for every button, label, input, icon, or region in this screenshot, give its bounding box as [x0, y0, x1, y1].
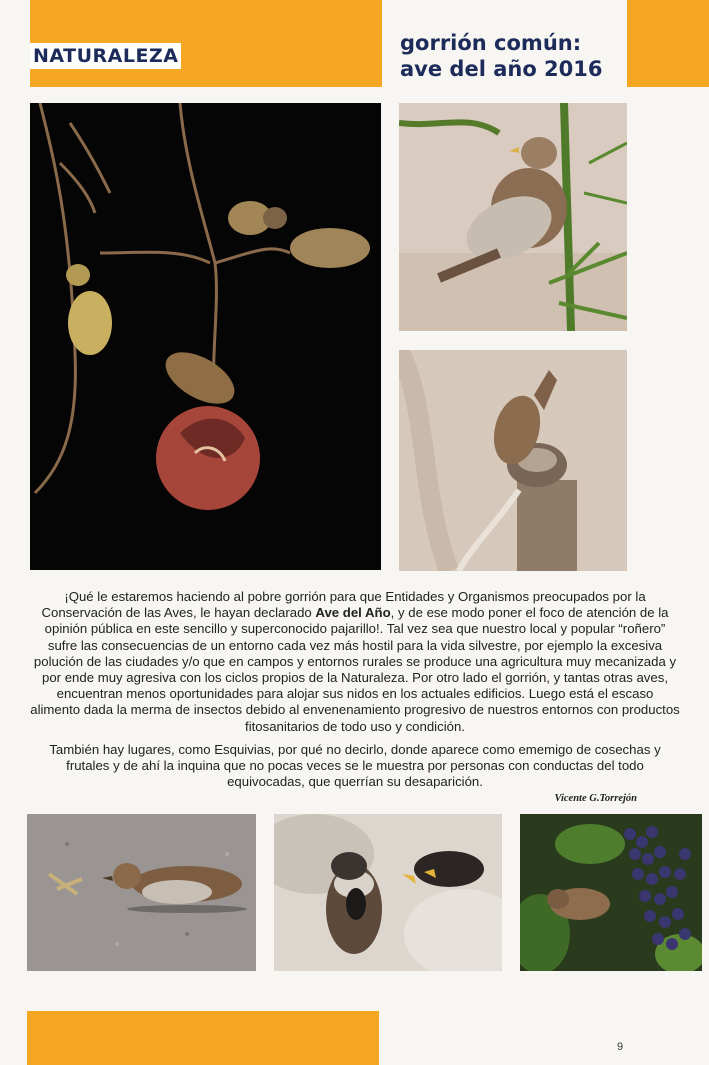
top-right-accent-bar: [627, 0, 709, 87]
paragraph-1-bold: Ave del Año: [315, 605, 391, 621]
title-line-1: gorrión común:: [400, 31, 582, 55]
photo-sparrow-insect: [27, 814, 256, 971]
photo-sparrow-nest: [274, 814, 502, 971]
section-label: NATURALEZA: [30, 43, 181, 69]
photo-sparrow-thistle: [399, 103, 627, 331]
bottom-accent-bar: [27, 1011, 379, 1065]
title-line-2: ave del año 2016: [400, 57, 603, 81]
article-title: [400, 30, 630, 82]
photo-sparrow-fountain: [399, 350, 627, 571]
article-paragraph-1: [30, 589, 680, 735]
photo-sparrows-pomegranate: [30, 103, 381, 570]
photo-sparrow-grapes: [520, 814, 702, 971]
paragraph-1-end: , y de ese modo poner el foco de atención de la opinión pública en este sencillo y superconocido pajarillo!. Tal vez sea que nuestro local y popular “roñero” sufre las consecuencias de un entorno cada vez más hostil para la vida silvestre, por ejemplo la excesiva polución de las ciudades y/o que en campos y entornos rurales se produce una agricultura muy mecanizada y por ende muy agresiva con los ciclos propios de la Naturaleza. Por otro lado el gorrión, y tantas otras aves, encuentran menos oportunidades para alojar sus nidos en los actuales edificios. Luego está el escaso alimento dada la merma de insectos debido al envenenamiento progresivo de nuestros entornos con productos fitosanitarios de todo uso y condición.: [30, 605, 680, 734]
author-byline: Vicente G.Torrejón: [554, 793, 637, 804]
article-paragraph-2: También hay lugares, como Esquivias, por qué no decirlo, donde aparece como ememigo de cosechas y frutales y de ahí la inquina que no pocas veces se le muestra por personas con conductas del todo equivocadas, que querrían su desaparición.: [49, 742, 661, 790]
page-number: 9: [617, 1041, 624, 1053]
paragraph-1-start: ¡Qué le estaremos haciendo al pobre gorrión para que Entidades y Organismos preocupados por la Conservación de las Aves, le hayan declarado: [41, 589, 646, 621]
